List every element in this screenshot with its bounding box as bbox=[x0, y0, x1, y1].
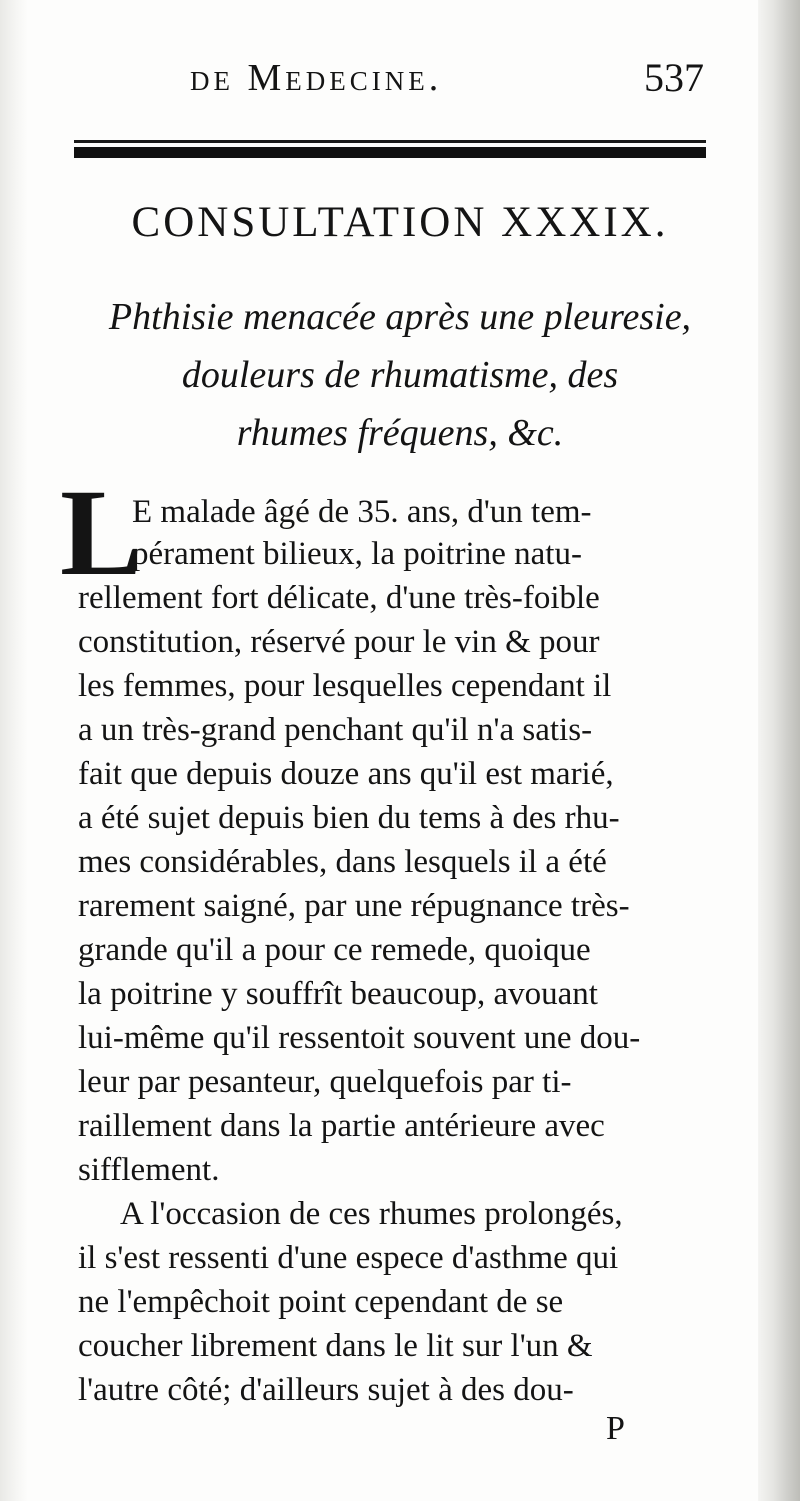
body-line: rellement fort délicate, d'une très-foible bbox=[78, 580, 600, 616]
body-line: leur par pesanteur, quelquefois par ti- bbox=[78, 1064, 572, 1100]
body-line: E malade âgé de 35. ans, d'un tem- bbox=[132, 494, 592, 530]
subtitle-line: Phthisie menacée après une pleuresie, bbox=[108, 296, 692, 338]
body-line: les femmes, pour lesquelles cependant il bbox=[78, 668, 612, 704]
running-head: de Medecine. bbox=[190, 57, 443, 99]
body-line: mes considérables, dans lesquels il a été bbox=[78, 844, 607, 880]
body-line: a été sujet depuis bien du tems à des rhu- bbox=[78, 800, 620, 836]
header-rule bbox=[74, 140, 706, 162]
body-line: il s'est ressenti d'une espece d'asthme qui bbox=[78, 1240, 619, 1276]
body-line: pérament bilieux, la poitrine natu- bbox=[132, 536, 582, 572]
subtitle-line: douleurs de rhumatisme, des bbox=[181, 354, 619, 396]
body-line: rarement saigné, par une répugnance très- bbox=[78, 888, 630, 924]
body-line: constitution, réservé pour le vin & pour bbox=[78, 624, 600, 660]
drop-cap: L bbox=[60, 464, 143, 601]
body-line: coucher librement dans le lit sur l'un & bbox=[78, 1328, 593, 1364]
body-line: sifflement. bbox=[78, 1152, 220, 1188]
page-number: 537 bbox=[644, 55, 704, 100]
body-line: la poitrine y souffrît beaucoup, avouant bbox=[78, 976, 598, 1012]
body-line: A l'occasion de ces rhumes prolongés, bbox=[120, 1196, 623, 1232]
header-rule-thin bbox=[74, 140, 706, 143]
body-line: fait que depuis douze ans qu'il est marié, bbox=[78, 756, 614, 792]
subtitle-line: rhumes fréquens, &c. bbox=[236, 412, 564, 454]
body-line: grande qu'il a pour ce remede, quoique bbox=[78, 932, 591, 968]
body-line: lui-même qu'il ressentoit souvent une dou- bbox=[78, 1020, 641, 1056]
header-rule-thick bbox=[74, 147, 706, 158]
consultation-subtitle bbox=[40, 288, 760, 462]
body-line: ne l'empêchoit point cependant de se bbox=[78, 1284, 564, 1320]
body-line: l'autre côté; d'ailleurs sujet à des dou- bbox=[78, 1372, 574, 1408]
consultation-title: CONSULTATION XXXIX. bbox=[131, 199, 669, 246]
body-line: a un très-grand penchant qu'il n'a satis- bbox=[78, 712, 593, 748]
signature-mark: P bbox=[606, 1410, 625, 1447]
body-line: raillement dans la partie antérieure avec bbox=[78, 1108, 605, 1144]
